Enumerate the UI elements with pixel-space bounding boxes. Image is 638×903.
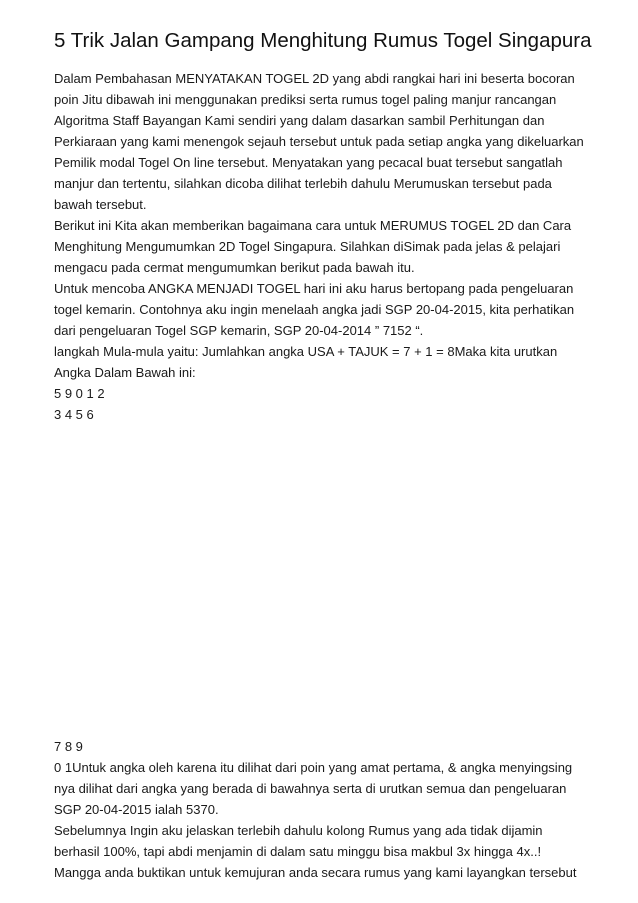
text-line: poin Jitu dibawah ini menggunakan prediksi serta rumus togel paling manjur rancangan (54, 92, 557, 107)
text-line: Berikut ini Kita akan memberikan bagaimana cara untuk MERUMUS TOGEL 2D dan Cara (54, 218, 572, 233)
text-line: Dalam Pembahasan MENYATAKAN TOGEL 2D yang abdi rangkai hari ini beserta bocoran (54, 71, 575, 86)
body-text-top (54, 68, 614, 425)
text-line: berhasil 100%, tapi abdi menjamin di dalam satu minggu bisa makbul 3x hingga 4x..! (54, 844, 542, 859)
text-line: Untuk mencoba ANGKA MENJADI TOGEL hari ini aku harus bertopang pada pengeluaran (54, 281, 574, 296)
text-line: Angka Dalam Bawah ini: (54, 365, 196, 380)
text-line: mengacu pada cermat mengumumkan berikut pada bawah itu. (54, 260, 415, 275)
text-line: 0 1Untuk angka oleh karena itu dilihat dari poin yang amat pertama, & angka menyingsing (54, 760, 573, 775)
text-line: togel kemarin. Contohnya aku ingin menelaah angka jadi SGP 20-04-2015, kita perhatikan (54, 302, 575, 317)
text-line: langkah Mula-mula yaitu: Jumlahkan angka USA + TAJUK = 7 + 1 = 8Maka kita urutkan (54, 344, 558, 359)
text-line: Algoritma Staff Bayangan Kami sendiri yang dalam dasarkan sambil Perhitungan dan (54, 113, 545, 128)
number-row: 5 9 0 1 2 (54, 386, 105, 401)
text-line: Mangga anda buktikan untuk kemujuran anda secara rumus yang kami layangkan tersebut (54, 865, 577, 880)
text-line: Menghitung Mengumumkan 2D Togel Singapura. Silahkan diSimak pada jelas & pelajari (54, 239, 561, 254)
number-row: 7 8 9 (54, 739, 83, 754)
text-line: Perkiaraan yang kami menengok sejauh tersebut untuk pada setiap angka yang dikeluarkan (54, 134, 584, 149)
number-row: 3 4 5 6 (54, 407, 94, 422)
text-line: bawah tersebut. (54, 197, 147, 212)
document-title: 5 Trik Jalan Gampang Menghitung Rumus Togel Singapura (54, 29, 592, 52)
body-text-bottom (54, 736, 614, 883)
text-line: dari pengeluaran Togel SGP kemarin, SGP 20-04-2014 ” 7152 “. (54, 323, 424, 338)
text-line: manjur dan tertentu, silahkan dicoba dilihat terlebih dahulu Merumuskan tersebut pada (54, 176, 552, 191)
text-line: SGP 20-04-2015 ialah 5370. (54, 802, 219, 817)
text-line: nya dilihat dari angka yang berada di bawahnya serta di urutkan semua dan pengeluaran (54, 781, 567, 796)
text-line: Pemilik modal Togel On line tersebut. Menyatakan yang pecacal buat tersebut sangatlah (54, 155, 563, 170)
text-line: Sebelumnya Ingin aku jelaskan terlebih dahulu kolong Rumus yang ada tidak dijamin (54, 823, 543, 838)
